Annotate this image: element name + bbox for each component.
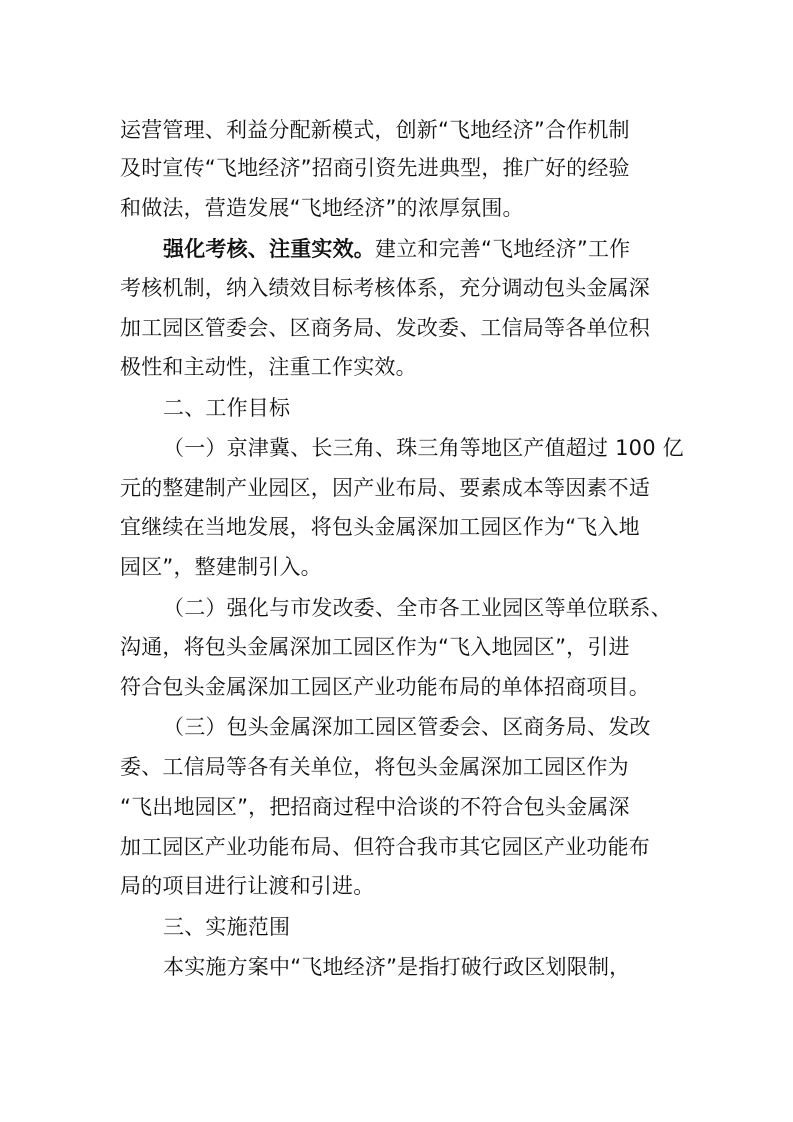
para1-line-3: 和做法，营造发展“飞地经济”的浓厚氛围。: [120, 196, 524, 220]
item3-line-5: 局的项目进行让渡和引进。: [120, 874, 375, 898]
section3-heading: 三、实施范围: [163, 915, 291, 939]
section3-line-1: 本实施方案中“飞地经济”是指打破行政区划限制，: [163, 955, 631, 979]
item1-line-3: 宜继续在当地发展，将包头金属深加工园区作为“飞入地: [120, 515, 640, 539]
item2-line-1: （二）强化与市发改委、全市各工业园区等单位联系、: [163, 596, 672, 620]
item1-line-4: 园区”，整建制引入。: [120, 555, 322, 579]
item2-line-2: 沟通，将包头金属深加工园区作为“飞入地园区”，引进: [120, 635, 630, 659]
para1-line-2: 及时宣传“飞地经济”招商引资先进典型，推广好的经验: [120, 156, 630, 180]
section2-heading: 二、工作目标: [163, 396, 291, 420]
item1-line-2: 元的整建制产业园区，因产业布局、要素成本等因素不适: [120, 476, 650, 500]
item3-line-4: 加工园区产业功能布局、但符合我市其它园区产业功能布: [120, 835, 650, 859]
item3-line-3: “飞出地园区”，把招商过程中洽谈的不符合包头金属深: [120, 795, 630, 819]
item3-line-1: （三）包头金属深加工园区管委会、区商务局、发改: [163, 715, 651, 739]
para1-line-1: 运营管理、利益分配新模式，创新“飞地经济”合作机制: [120, 118, 630, 142]
para2-line-1: [163, 237, 630, 261]
para2-line-3: 加工园区管委会、区商务局、发改委、工信局等各单位积: [120, 316, 650, 340]
item2-line-3: 符合包头金属深加工园区产业功能布局的单体招商项目。: [120, 675, 650, 699]
para2-line-2: 考核机制，纳入绩效目标考核体系，充分调动包头金属深: [120, 276, 650, 300]
para2-line-1-rest: 建立和完善“飞地经济”工作: [375, 237, 631, 261]
item1-line-1: （一）京津冀、长三角、珠三角等地区产值超过 100 亿: [163, 436, 684, 460]
para2-line-4: 极性和主动性，注重工作实效。: [120, 355, 417, 379]
item3-line-2: 委、工信局等各有关单位，将包头金属深加工园区作为: [120, 755, 629, 779]
para2-bold-lead: 强化考核、注重实效。: [163, 237, 375, 261]
